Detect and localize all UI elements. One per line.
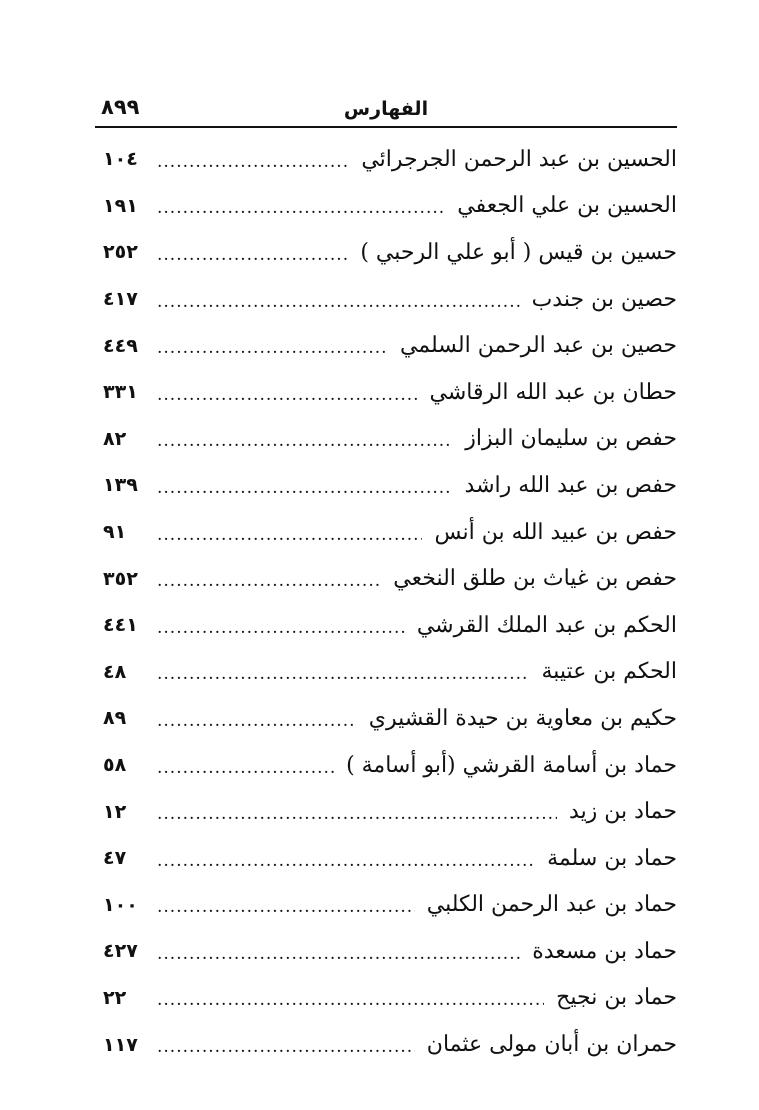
entry-name: حمران بن أبان مولى عثمان [426,1032,677,1058]
index-entry [95,975,677,1022]
leader-dots [151,899,415,916]
entry-name: حصين بن عبد الرحمن السلمي [399,333,677,359]
leader-dots [151,806,557,823]
index-entry [95,462,677,509]
index-entry [95,695,677,742]
leader-dots [151,527,422,544]
entry-name: الحكم بن عبد الملك القرشي [416,612,677,638]
entry-name: حسين بن قيس ( أبو علي الرحبي ) [360,239,677,265]
leader-dots [151,154,349,171]
entry-name: الحكم بن عتيبة [541,659,677,685]
index-entry [95,322,677,369]
leader-dots [151,713,357,730]
entry-page-number: ١٠٠ [103,893,138,916]
entry-name: حفص بن غياث بن طلق النخعي [393,566,677,592]
index-entry [95,509,677,556]
leader-dots [151,853,535,870]
entry-page-number: ٤١٧ [103,288,138,311]
leader-dots [151,387,418,404]
entry-name: حكيم بن معاوية بن حيدة القشيري [368,705,677,731]
entry-name: الحسين بن عبد الرحمن الجرجرائي [361,146,677,172]
leader-dots [151,247,348,264]
entry-page-number: ٤٤١ [103,614,138,637]
index-entries [95,136,677,1068]
index-entry [95,369,677,416]
leader-dots [151,946,520,963]
index-entry [95,136,677,183]
page-header [95,92,677,128]
leader-dots [151,1039,415,1056]
entry-page-number: ١٣٩ [103,474,138,497]
entry-page-number: ٣٣١ [103,381,138,404]
entry-page-number: ٤٨ [103,660,127,683]
index-entry [95,649,677,696]
index-entry [95,928,677,975]
entry-name: حصين بن جندب [531,286,677,312]
leader-dots [151,760,334,777]
entry-page-number: ١١٧ [103,1033,138,1056]
entry-page-number: ٣٥٢ [103,567,138,590]
index-entry [95,183,677,230]
index-entry [95,835,677,882]
entry-name: حطان بن عبد الله الرقاشي [429,379,677,405]
index-entry [95,882,677,929]
entry-name: حماد بن مسعدة [532,938,677,964]
leader-dots [151,992,544,1009]
leader-dots [151,666,529,683]
leader-dots [151,200,445,217]
entry-page-number: ٩١ [103,521,127,544]
index-entry [95,416,677,463]
index-entry [95,602,677,649]
leader-dots [151,433,453,450]
leader-dots [151,573,381,590]
leader-dots [151,340,388,357]
leader-dots [151,294,520,311]
entry-page-number: ٨٩ [103,707,127,730]
header-title: الفهارس [343,98,429,120]
entry-page-number: ١٩١ [103,194,138,217]
entry-name: حفص بن عبيد الله بن أنس [434,519,677,545]
entry-page-number: ٨٢ [103,427,127,450]
leader-dots [151,480,453,497]
entry-page-number: ٢٢ [103,986,127,1009]
index-entry [95,1021,677,1068]
index-entry [95,555,677,602]
entry-page-number: ٤٤٩ [103,334,138,357]
entry-name: حماد بن أسامة القرشي (أبو أسامة ) [346,752,677,778]
entry-name: حفص بن سليمان البزاز [465,426,677,452]
entry-page-number: ١٠٤ [103,148,138,171]
entry-name: حماد بن نجيح [556,985,677,1011]
entry-name: حماد بن عبد الرحمن الكلبي [426,892,677,918]
entry-page-number: ٢٥٢ [103,241,138,264]
entry-page-number: ٤٧ [103,847,127,870]
index-entry [95,788,677,835]
entry-page-number: ٥٨ [103,754,127,777]
entry-name: حفص بن عبد الله راشد [464,472,677,498]
entry-name: حماد بن سلمة [547,845,677,871]
entry-page-number: ٤٢٧ [103,940,138,963]
header-page-number: ٨٩٩ [101,95,140,119]
index-entry [95,229,677,276]
index-page [95,92,677,1058]
entry-name: الحسين بن علي الجعفي [457,193,677,219]
entry-page-number: ١٢ [103,800,127,823]
index-entry [95,276,677,323]
index-entry [95,742,677,789]
leader-dots [151,620,405,637]
entry-name: حماد بن زيد [569,799,677,825]
